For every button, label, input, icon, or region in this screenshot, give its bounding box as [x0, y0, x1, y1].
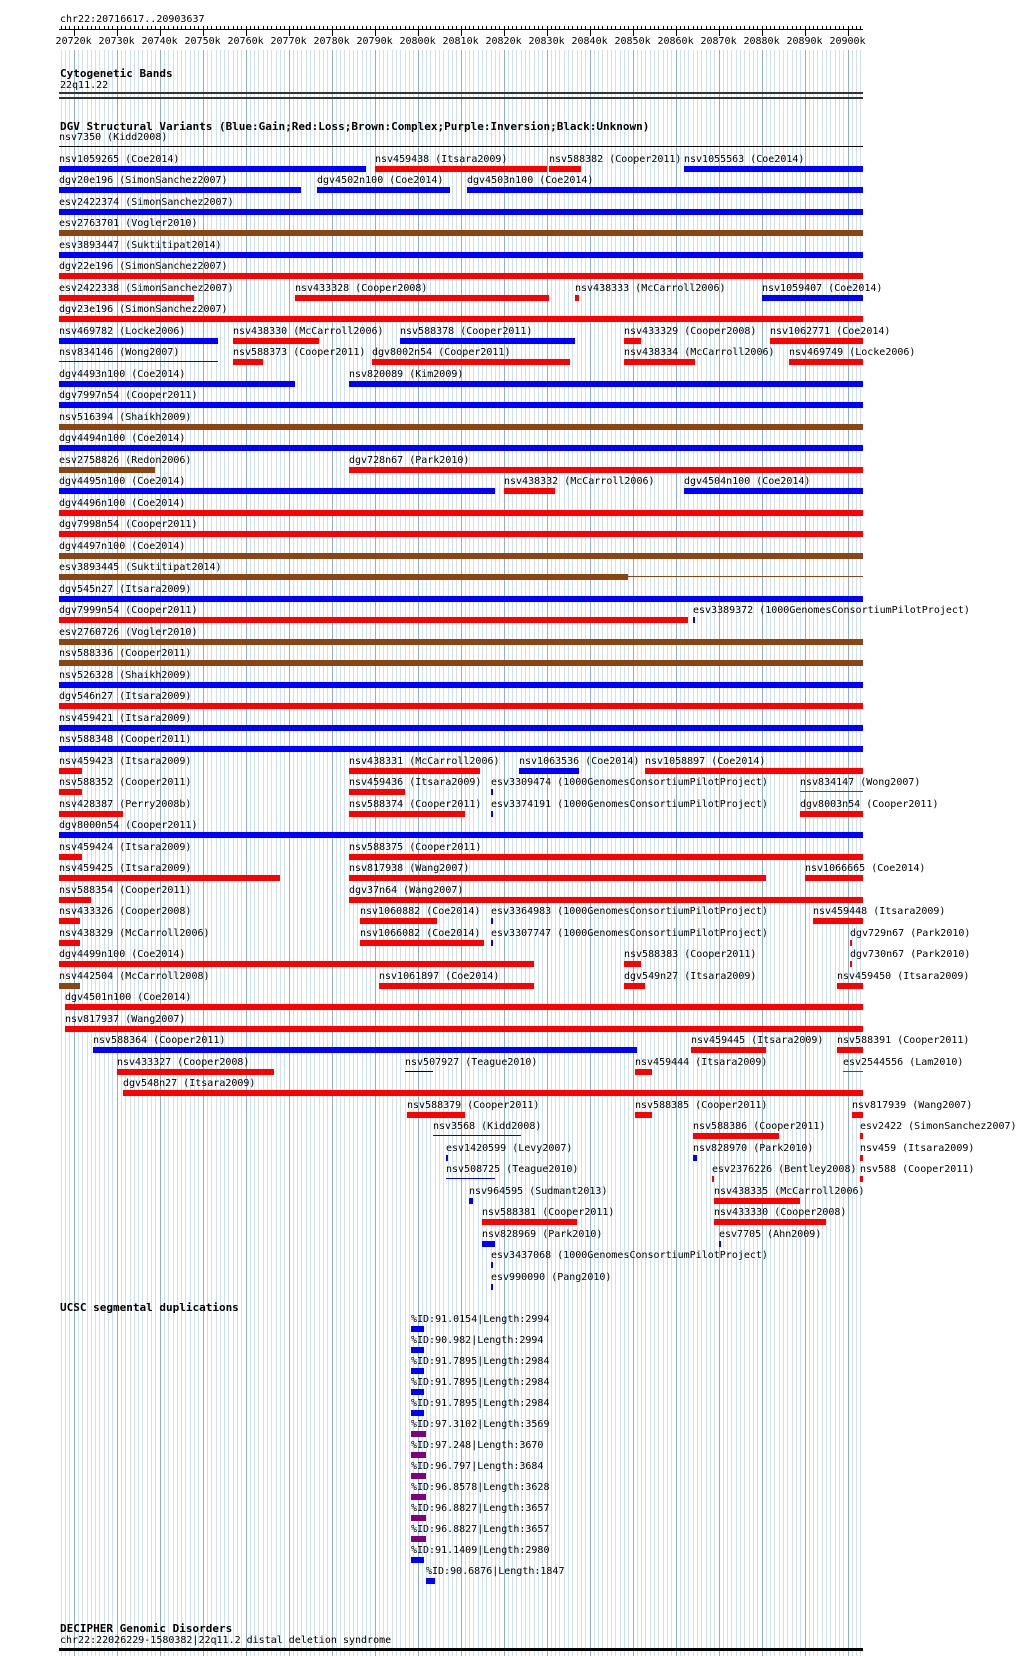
dgv-variant-label[interactable]: nsv438330 (McCarroll2006): [233, 326, 384, 337]
dgv-variant-label[interactable]: dgv729n67 (Park2010): [850, 928, 971, 939]
segdup-bar[interactable]: [411, 1347, 424, 1353]
segdup-bar[interactable]: [411, 1368, 424, 1374]
dgv-variant-bar[interactable]: [860, 1155, 863, 1161]
dgv-variant-bar[interactable]: [491, 940, 493, 946]
dgv-variant-label[interactable]: dgv23e196 (SimonSanchez2007): [59, 304, 228, 315]
dgv-variant-bar[interactable]: [59, 252, 863, 258]
dgv-variant-bar[interactable]: [233, 338, 319, 344]
dgv-variant-bar[interactable]: [349, 854, 863, 860]
dgv-variant-label[interactable]: nsv834146 (Wong2007): [59, 347, 180, 358]
dgv-variant-bar[interactable]: [59, 574, 628, 580]
decipher-track-title[interactable]: DECIPHER Genomic Disorders: [60, 1622, 233, 1635]
dgv-variant-bar[interactable]: [482, 1241, 495, 1247]
dgv-variant-bar[interactable]: [693, 1133, 779, 1139]
dgv-variant-label[interactable]: dgv4504n100 (Coe2014): [684, 476, 811, 487]
dgv-variant-bar[interactable]: [59, 940, 80, 946]
cytoband-track-title[interactable]: Cytogenetic Bands: [60, 67, 173, 80]
dgv-variant-bar[interactable]: [59, 789, 82, 795]
dgv-variant-label[interactable]: nsv1066665 (Coe2014): [805, 863, 926, 874]
dgv-variant-label[interactable]: nsv588 (Cooper2011): [860, 1164, 975, 1175]
dgv-variant-label[interactable]: nsv433329 (Cooper2008): [624, 326, 757, 337]
dgv-variant-bar[interactable]: [59, 682, 863, 688]
dgv-variant-bar[interactable]: [349, 811, 465, 817]
dgv-variant-label[interactable]: dgv8000n54 (Cooper2011): [59, 820, 198, 831]
dgv-variant-label[interactable]: nsv469782 (Locke2006): [59, 326, 186, 337]
dgv-variant-label[interactable]: nsv459421 (Itsara2009): [59, 713, 192, 724]
dgv-variant-label[interactable]: esv990090 (Pang2010): [491, 1272, 612, 1283]
dgv-variant-label[interactable]: nsv1058897 (Coe2014): [645, 756, 766, 767]
dgv-variant-label[interactable]: nsv433330 (Cooper2008): [714, 1207, 847, 1218]
dgv-variant-bar[interactable]: [59, 961, 534, 967]
dgv-variant-bar[interactable]: [59, 488, 495, 494]
segdup-bar[interactable]: [426, 1578, 435, 1584]
dgv-variant-label[interactable]: nsv1062771 (Coe2014): [770, 326, 891, 337]
dgv-variant-label[interactable]: esv3893447 (Suktitipat2014): [59, 240, 222, 251]
dgv-variant-label[interactable]: dgv22e196 (SimonSanchez2007): [59, 261, 228, 272]
dgv-variant-bar[interactable]: [360, 918, 437, 924]
dgv-variant-label[interactable]: nsv1059265 (Coe2014): [59, 154, 180, 165]
dgv-variant-bar[interactable]: [469, 1198, 473, 1204]
dgv-variant-label[interactable]: nsv1060882 (Coe2014): [360, 906, 481, 917]
dgv-variant-label[interactable]: esv7705 (Ahn2009): [719, 1229, 822, 1240]
dgv-variant-label[interactable]: dgv4502n100 (Coe2014): [317, 175, 444, 186]
dgv-variant-label[interactable]: dgv4501n100 (Coe2014): [65, 992, 192, 1003]
dgv-variant-label[interactable]: dgv4494n100 (Coe2014): [59, 433, 186, 444]
dgv-variant-label[interactable]: nsv459436 (Itsara2009): [349, 777, 482, 788]
dgv-variant-bar[interactable]: [693, 617, 695, 623]
dgv-variant-bar[interactable]: [400, 338, 575, 344]
dgv-variant-bar[interactable]: [59, 553, 863, 559]
dgv-variant-bar[interactable]: [624, 961, 641, 967]
dgv-variant-label[interactable]: esv2763701 (Vogler2010): [59, 218, 198, 229]
dgv-variant-bar[interactable]: [504, 488, 555, 494]
dgv-variant-label[interactable]: nsv459438 (Itsara2009): [375, 154, 508, 165]
ruler-tick-label: 20840k: [571, 36, 608, 47]
dgv-variant-bar[interactable]: [433, 1135, 521, 1136]
dgv-variant-bar[interactable]: [360, 940, 484, 946]
dgv-variant-label[interactable]: dgv546n27 (Itsara2009): [59, 691, 192, 702]
dgv-variant-bar[interactable]: [800, 791, 863, 792]
dgv-variant-bar[interactable]: [59, 361, 218, 362]
dgv-variant-label[interactable]: nsv588373 (Cooper2011): [233, 347, 366, 358]
segdup-label[interactable]: %ID:91.7895|Length:2984: [411, 1377, 550, 1388]
dgv-variant-bar[interactable]: [624, 983, 645, 989]
dgv-variant-label[interactable]: nsv1055563 (Coe2014): [684, 154, 805, 165]
dgv-variant-bar[interactable]: [59, 402, 863, 408]
dgv-variant-bar[interactable]: [59, 381, 295, 387]
dgv-variant-label[interactable]: esv2422338 (SimonSanchez2007): [59, 283, 234, 294]
segdup-label[interactable]: %ID:91.0154|Length:2994: [411, 1314, 550, 1325]
ruler-tick-label: 20750k: [184, 36, 221, 47]
dgv-variant-label[interactable]: nsv508725 (Teague2010): [446, 1164, 579, 1175]
dgv-variant-bar[interactable]: [628, 576, 863, 577]
dgv-variant-label[interactable]: esv2544556 (Lam2010): [843, 1057, 964, 1068]
dgv-variant-label[interactable]: nsv433327 (Cooper2008): [117, 1057, 250, 1068]
dgv-variant-label[interactable]: nsv828970 (Park2010): [693, 1143, 814, 1154]
dgv-variant-bar[interactable]: [59, 230, 863, 236]
dgv-variant-label[interactable]: nsv3568 (Kidd2008): [433, 1121, 542, 1132]
dgv-variant-label[interactable]: dgv20e196 (SimonSanchez2007): [59, 175, 228, 186]
dgv-variant-label[interactable]: nsv588348 (Cooper2011): [59, 734, 192, 745]
dgv-variant-bar[interactable]: [693, 1155, 697, 1161]
segdup-label[interactable]: %ID:90.982|Length:2994: [411, 1335, 544, 1346]
dgv-variant-label[interactable]: nsv1059407 (Coe2014): [762, 283, 883, 294]
dgv-variant-bar[interactable]: [65, 1026, 863, 1032]
dgv-variant-bar[interactable]: [59, 596, 863, 602]
dgv-variant-label[interactable]: nsv588378 (Cooper2011): [400, 326, 533, 337]
dgv-variant-label[interactable]: nsv459445 (Itsara2009): [691, 1035, 824, 1046]
segdup-label[interactable]: %ID:91.7895|Length:2984: [411, 1398, 550, 1409]
dgv-variant-bar[interactable]: [714, 1219, 826, 1225]
segdup-bar[interactable]: [411, 1473, 426, 1479]
dgv-variant-label[interactable]: nsv7350 (Kidd2008): [59, 132, 168, 143]
dgv-variant-label[interactable]: esv2760726 (Vogler2010): [59, 627, 198, 638]
segdup-label[interactable]: %ID:91.7895|Length:2984: [411, 1356, 550, 1367]
dgv-variant-bar[interactable]: [789, 359, 863, 365]
dgv-variant-bar[interactable]: [59, 983, 80, 989]
dgv-variant-label[interactable]: esv3389372 (1000GenomesConsortiumPilotProject): [693, 605, 970, 616]
dgv-variant-label[interactable]: nsv588382 (Cooper2011): [549, 154, 682, 165]
dgv-variant-bar[interactable]: [59, 531, 863, 537]
dgv-variant-label[interactable]: dgv37n64 (Wang2007): [349, 885, 464, 896]
segdup-bar[interactable]: [411, 1452, 426, 1458]
dgv-variant-bar[interactable]: [59, 725, 863, 731]
dgv-variant-label[interactable]: nsv588383 (Cooper2011): [624, 949, 757, 960]
dgv-variant-label[interactable]: nsv438335 (McCarroll2006): [714, 1186, 865, 1197]
dgv-variant-bar[interactable]: [770, 338, 863, 344]
dgv-variant-label[interactable]: dgv7998n54 (Cooper2011): [59, 519, 198, 530]
dgv-variant-label[interactable]: dgv730n67 (Park2010): [850, 949, 971, 960]
dgv-variant-bar[interactable]: [295, 295, 549, 301]
dgv-variant-bar[interactable]: [843, 1071, 863, 1072]
dgv-variant-label[interactable]: nsv433328 (Cooper2008): [295, 283, 428, 294]
dgv-variant-label[interactable]: esv2422374 (SimonSanchez2007): [59, 197, 234, 208]
segdup-bar[interactable]: [411, 1557, 424, 1563]
dgv-variant-bar[interactable]: [59, 316, 863, 322]
dgv-variant-bar[interactable]: [349, 789, 405, 795]
dgv-variant-bar[interactable]: [762, 295, 863, 301]
dgv-variant-bar[interactable]: [59, 445, 863, 451]
dgv-variant-bar[interactable]: [635, 1112, 652, 1118]
segdup-bar[interactable]: [411, 1431, 426, 1437]
ruler-tick-label: 20820k: [485, 36, 522, 47]
ruler-tick-label: 20760k: [227, 36, 264, 47]
dgv-variant-label[interactable]: nsv588379 (Cooper2011): [407, 1100, 540, 1111]
dgv-variant-bar[interactable]: [467, 187, 863, 193]
dgv-variant-label[interactable]: nsv817938 (Wang2007): [349, 863, 470, 874]
dgv-variant-label[interactable]: nsv828969 (Park2010): [482, 1229, 603, 1240]
dgv-variant-bar[interactable]: [575, 295, 579, 301]
ruler-tick-label: 20850k: [614, 36, 651, 47]
dgv-variant-label[interactable]: dgv7999n54 (Cooper2011): [59, 605, 198, 616]
dgv-variant-bar[interactable]: [860, 1133, 863, 1139]
dgv-variant-bar[interactable]: [684, 166, 863, 172]
dgv-variant-label[interactable]: nsv1063536 (Coe2014): [519, 756, 640, 767]
dgv-variant-bar[interactable]: [813, 918, 863, 924]
dgv-variant-bar[interactable]: [59, 811, 123, 817]
dgv-variant-bar[interactable]: [59, 338, 218, 344]
segdup-bar[interactable]: [411, 1389, 424, 1395]
dgv-variant-bar[interactable]: [349, 381, 863, 387]
segdup-bar[interactable]: [411, 1410, 424, 1416]
dgv-variant-label[interactable]: nsv588386 (Cooper2011): [693, 1121, 826, 1132]
dgv-variant-bar[interactable]: [519, 768, 579, 774]
segdup-label[interactable]: %ID:96.8578|Length:3628: [411, 1482, 550, 1493]
dgv-variant-label[interactable]: nsv588374 (Cooper2011): [349, 799, 482, 810]
dgv-variant-bar[interactable]: [407, 1112, 465, 1118]
dgv-variant-label[interactable]: nsv438334 (McCarroll2006): [624, 347, 775, 358]
dgv-variant-label[interactable]: esv3374191 (1000GenomesConsortiumPilotProject): [491, 799, 768, 810]
dgv-variant-label[interactable]: nsv820089 (Kim2009): [349, 369, 464, 380]
dgv-variant-label[interactable]: nsv507927 (Teague2010): [405, 1057, 538, 1068]
dgv-variant-label[interactable]: nsv459444 (Itsara2009): [635, 1057, 768, 1068]
dgv-variant-bar[interactable]: [59, 746, 863, 752]
ruler-tick-label: 20770k: [270, 36, 307, 47]
ruler-tick-label: 20800k: [399, 36, 436, 47]
dgv-variant-label[interactable]: dgv4493n100 (Coe2014): [59, 369, 186, 380]
segdup-bar[interactable]: [411, 1326, 424, 1332]
dgv-variant-bar[interactable]: [59, 510, 863, 516]
dgv-variant-bar[interactable]: [59, 832, 863, 838]
ruler-tick-label: 20870k: [700, 36, 737, 47]
dgv-variant-bar[interactable]: [405, 1071, 433, 1072]
dgv-variant-bar[interactable]: [349, 467, 863, 473]
dgv-variant-bar[interactable]: [491, 789, 493, 795]
segdup-label[interactable]: %ID:96.797|Length:3684: [411, 1461, 544, 1472]
dgv-variant-label[interactable]: esv3307747 (1000GenomesConsortiumPilotProject): [491, 928, 768, 939]
dgv-variant-bar[interactable]: [850, 961, 852, 967]
dgv-variant-bar[interactable]: [712, 1176, 714, 1182]
dgv-variant-bar[interactable]: [684, 488, 863, 494]
ruler-tick-label: 20880k: [743, 36, 780, 47]
dgv-variant-label[interactable]: nsv1061897 (Coe2014): [379, 971, 500, 982]
dgv-variant-bar[interactable]: [65, 1004, 863, 1010]
dgv-variant-label[interactable]: nsv817937 (Wang2007): [65, 1014, 186, 1025]
dgv-variant-label[interactable]: nsv459424 (Itsara2009): [59, 842, 192, 853]
ruler-tick-label: 20790k: [356, 36, 393, 47]
segdup-bar[interactable]: [411, 1515, 426, 1521]
dgv-variant-label[interactable]: dgv4497n100 (Coe2014): [59, 541, 186, 552]
dgv-variant-bar[interactable]: [59, 424, 863, 430]
dgv-variant-label[interactable]: nsv834147 (Wong2007): [800, 777, 921, 788]
dgv-variant-bar[interactable]: [852, 1112, 863, 1118]
dgv-variant-bar[interactable]: [635, 1069, 652, 1075]
dgv-variant-bar[interactable]: [317, 187, 450, 193]
dgv-variant-label[interactable]: dgv4495n100 (Coe2014): [59, 476, 186, 487]
ruler-tick-label: 20830k: [528, 36, 565, 47]
dgv-variant-label[interactable]: esv3309474 (1000GenomesConsortiumPilotProject): [491, 777, 768, 788]
dgv-variant-bar[interactable]: [59, 768, 82, 774]
dgv-variant-bar[interactable]: [59, 146, 863, 147]
dgv-variant-label[interactable]: dgv8003n54 (Cooper2011): [800, 799, 939, 810]
dgv-variant-bar[interactable]: [349, 875, 766, 881]
dgv-variant-bar[interactable]: [59, 875, 280, 881]
dgv-variant-bar[interactable]: [491, 811, 493, 817]
dgv-variant-label[interactable]: nsv817939 (Wang2007): [852, 1100, 973, 1111]
dgv-variant-label[interactable]: nsv588385 (Cooper2011): [635, 1100, 768, 1111]
decipher-feature-label[interactable]: chr22:22026229-1580382|22q11.2 distal deletion syndrome: [60, 1635, 392, 1646]
dgv-variant-label[interactable]: nsv438333 (McCarroll2006): [575, 283, 726, 294]
dgv-variant-bar[interactable]: [719, 1241, 721, 1247]
dgv-variant-label[interactable]: esv1420599 (Levy2007): [446, 1143, 573, 1154]
dgv-variant-bar[interactable]: [375, 166, 547, 172]
ruler-tick-label: 20900k: [829, 36, 866, 47]
dgv-variant-bar[interactable]: [624, 338, 641, 344]
dgv-variant-label[interactable]: dgv4496n100 (Coe2014): [59, 498, 186, 509]
dgv-variant-label[interactable]: dgv8002n54 (Cooper2011): [372, 347, 511, 358]
dgv-variant-bar[interactable]: [850, 940, 852, 946]
dgv-variant-bar[interactable]: [59, 617, 688, 623]
segdup-label[interactable]: %ID:96.8827|Length:3657: [411, 1524, 550, 1535]
dgv-variant-bar[interactable]: [59, 854, 82, 860]
dgv-variant-label[interactable]: dgv7997n54 (Cooper2011): [59, 390, 198, 401]
dgv-variant-bar[interactable]: [59, 273, 863, 279]
dgv-variant-label[interactable]: nsv588336 (Cooper2011): [59, 648, 192, 659]
dgv-variant-label[interactable]: esv3364983 (1000GenomesConsortiumPilotProject): [491, 906, 768, 917]
ruler-tick-label: 20720k: [55, 36, 92, 47]
dgv-variant-label[interactable]: nsv588375 (Cooper2011): [349, 842, 482, 853]
dgv-variant-bar[interactable]: [59, 295, 194, 301]
dgv-variant-bar[interactable]: [691, 1047, 766, 1053]
dgv-variant-bar[interactable]: [59, 639, 863, 645]
dgv-variant-bar[interactable]: [123, 1090, 863, 1096]
dgv-variant-bar[interactable]: [714, 1198, 800, 1204]
dgv-variant-bar[interactable]: [446, 1155, 448, 1161]
dgv-variant-bar[interactable]: [59, 703, 863, 709]
dgv-variant-label[interactable]: esv3893445 (Suktitipat2014): [59, 562, 222, 573]
segdup-label[interactable]: %ID:90.6876|Length:1847: [426, 1566, 565, 1577]
dgv-variant-label[interactable]: esv2422 (SimonSanchez2007): [860, 1121, 1017, 1132]
dgv-variant-bar[interactable]: [59, 209, 863, 215]
dgv-variant-label[interactable]: nsv433326 (Cooper2008): [59, 906, 192, 917]
dgv-variant-label[interactable]: dgv549n27 (Itsara2009): [624, 971, 757, 982]
locus-label: chr22:20716617..20903637: [60, 14, 205, 25]
dgv-variant-label[interactable]: nsv1066082 (Coe2014): [360, 928, 481, 939]
dgv-variant-label[interactable]: dgv728n67 (Park2010): [349, 455, 470, 466]
ruler-tick-label: 20740k: [141, 36, 178, 47]
dgv-variant-label[interactable]: dgv545n27 (Itsara2009): [59, 584, 192, 595]
segdup-track-title[interactable]: UCSC segmental duplications: [60, 1301, 239, 1314]
cytoband-label: 22q11.22: [60, 80, 109, 91]
dgv-variant-label[interactable]: nsv438332 (McCarroll2006): [504, 476, 655, 487]
dgv-variant-bar[interactable]: [800, 811, 863, 817]
decipher-feature-bar[interactable]: [59, 1648, 863, 1651]
dgv-variant-label[interactable]: esv2376226 (Bentley2008): [712, 1164, 857, 1175]
dgv-variant-bar[interactable]: [233, 359, 263, 365]
dgv-variant-label[interactable]: nsv469749 (Locke2006): [789, 347, 916, 358]
dgv-variant-label[interactable]: nsv442504 (McCarroll2008): [59, 971, 210, 982]
dgv-variant-bar[interactable]: [860, 1176, 863, 1182]
dgv-variant-bar[interactable]: [372, 359, 570, 365]
dgv-variant-bar[interactable]: [93, 1047, 637, 1053]
dgv-variant-label[interactable]: nsv588381 (Cooper2011): [482, 1207, 615, 1218]
dgv-variant-bar[interactable]: [645, 768, 863, 774]
dgv-variant-bar[interactable]: [379, 983, 534, 989]
dgv-variant-bar[interactable]: [491, 1262, 493, 1268]
dgv-variant-bar[interactable]: [59, 467, 155, 473]
dgv-variant-label[interactable]: nsv438329 (McCarroll2006): [59, 928, 210, 939]
dgv-variant-label[interactable]: nsv459450 (Itsara2009): [837, 971, 970, 982]
dgv-variant-label[interactable]: nsv459423 (Itsara2009): [59, 756, 192, 767]
dgv-variant-label[interactable]: nsv459 (Itsara2009): [860, 1143, 975, 1154]
dgv-variant-label[interactable]: nsv588364 (Cooper2011): [93, 1035, 226, 1046]
dgv-variant-bar[interactable]: [349, 897, 863, 903]
dgv-variant-bar[interactable]: [837, 1047, 863, 1053]
dgv-variant-bar[interactable]: [549, 166, 581, 172]
dgv-variant-bar[interactable]: [59, 918, 80, 924]
dgv-variant-bar[interactable]: [349, 768, 480, 774]
dgv-variant-label[interactable]: dgv4503n100 (Coe2014): [467, 175, 594, 186]
dgv-variant-bar[interactable]: [59, 660, 863, 666]
dgv-variant-bar[interactable]: [59, 166, 366, 172]
dgv-variant-bar[interactable]: [117, 1069, 274, 1075]
dgv-variant-label[interactable]: nsv516394 (Shaikh2009): [59, 412, 192, 423]
dgv-variant-label[interactable]: nsv964595 (Sudmant2013): [469, 1186, 608, 1197]
ruler-tick-label: 20890k: [786, 36, 823, 47]
dgv-variant-label[interactable]: nsv428387 (Perry2008b): [59, 799, 192, 810]
dgv-variant-label[interactable]: nsv588354 (Cooper2011): [59, 885, 192, 896]
dgv-variant-bar[interactable]: [59, 187, 301, 193]
dgv-variant-label[interactable]: nsv526328 (Shaikh2009): [59, 670, 192, 681]
dgv-variant-label[interactable]: dgv4499n100 (Coe2014): [59, 949, 186, 960]
dgv-variant-bar[interactable]: [805, 875, 863, 881]
segdup-label[interactable]: %ID:91.1409|Length:2980: [411, 1545, 550, 1556]
dgv-track-title[interactable]: DGV Structural Variants (Blue:Gain;Red:Loss;Brown:Complex;Purple:Inversion;Black:Unknown): [60, 120, 650, 133]
track-divider: [59, 97, 863, 99]
dgv-variant-label[interactable]: dgv548n27 (Itsara2009): [123, 1078, 256, 1089]
dgv-variant-bar[interactable]: [837, 983, 863, 989]
dgv-variant-label[interactable]: nsv588391 (Cooper2011): [837, 1035, 970, 1046]
dgv-variant-label[interactable]: nsv459448 (Itsara2009): [813, 906, 946, 917]
segdup-bar[interactable]: [411, 1536, 426, 1542]
segdup-label[interactable]: %ID:97.3102|Length:3569: [411, 1419, 550, 1430]
dgv-variant-label[interactable]: esv3437068 (1000GenomesConsortiumPilotProject): [491, 1250, 768, 1261]
dgv-variant-bar[interactable]: [59, 897, 91, 903]
dgv-variant-bar[interactable]: [491, 918, 493, 924]
ruler-tick-label: 20860k: [657, 36, 694, 47]
segdup-bar[interactable]: [411, 1494, 426, 1500]
dgv-variant-bar[interactable]: [491, 1284, 493, 1290]
ruler-tick-label: 20780k: [313, 36, 350, 47]
ruler[interactable]: [0, 24, 890, 46]
ruler-tick-label: 20730k: [98, 36, 135, 47]
dgv-variant-label[interactable]: nsv588352 (Cooper2011): [59, 777, 192, 788]
cytoband-ideogram[interactable]: [59, 92, 863, 94]
dgv-variant-bar[interactable]: [624, 359, 695, 365]
dgv-variant-bar[interactable]: [446, 1178, 495, 1179]
segdup-label[interactable]: %ID:96.8827|Length:3657: [411, 1503, 550, 1514]
dgv-variant-label[interactable]: nsv438331 (McCarroll2006): [349, 756, 500, 767]
segdup-label[interactable]: %ID:97.248|Length:3670: [411, 1440, 544, 1451]
dgv-variant-label[interactable]: esv2758826 (Redon2006): [59, 455, 192, 466]
ruler-tick-label: 20810k: [442, 36, 479, 47]
dgv-variant-label[interactable]: nsv459425 (Itsara2009): [59, 863, 192, 874]
dgv-variant-bar[interactable]: [482, 1219, 577, 1225]
